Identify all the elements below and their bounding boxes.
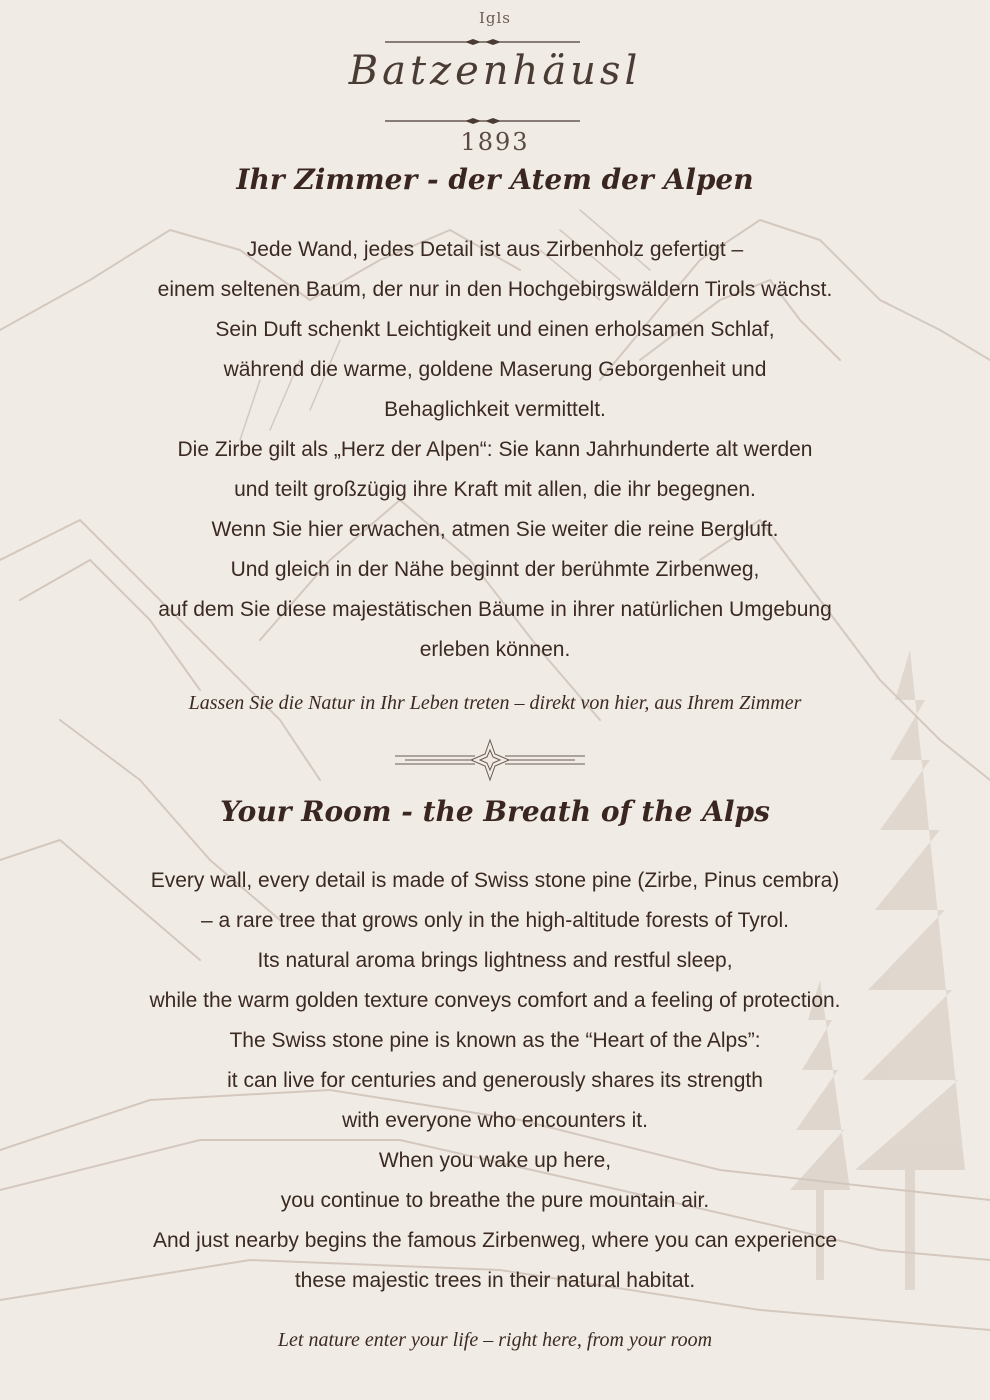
german-tagline: Lassen Sie die Natur in Ihr Leben treten – direkt von hier, aus Ihrem Zimmer [188,692,802,714]
german-title: Ihr Zimmer - der Atem der Alpen [236,163,754,196]
logo-name: Batzenhäusl [348,48,642,94]
text-line: you continue to breathe the pure mountain air. [280,1189,710,1212]
text-line: einem seltenen Baum, der nur in den Hochgebirgswäldern Tirols wächst. [157,278,833,301]
text-line: – a rare tree that grows only in the high-altitude forests of Tyrol. [201,909,789,932]
text-line: Its natural aroma brings lightness and restful sleep, [257,949,733,972]
text-line: erleben können. [419,638,571,661]
text-line: Jede Wand, jedes Detail ist aus Zirbenholz gefertigt – [246,238,744,261]
logo-year: 1893 [460,128,530,156]
english-title: Your Room - the Breath of the Alps [220,795,770,828]
text-line: with everyone who encounters it. [342,1109,648,1132]
text-line: Und gleich in der Nähe beginnt der berühmte Zirbenweg, [230,558,760,581]
english-tagline: Let nature enter your life – right here, from your room [277,1329,713,1351]
logo-place: Igls [478,9,512,27]
ornamental-divider-icon [395,736,585,782]
text-line: And just nearby begins the famous Zirbenweg, where you can experience [152,1229,838,1252]
english-paragraph [0,861,990,1301]
text-line: auf dem Sie diese majestätischen Bäume in ihrer natürlichen Umgebung [158,598,832,621]
text-line: Every wall, every detail is made of Swiss stone pine (Zirbe, Pinus cembra) [150,869,840,892]
text-line: Behaglichkeit vermittelt. [384,398,606,421]
text-line: und teilt großzügig ihre Kraft mit allen, die ihr begegnen. [234,478,756,501]
text-line: it can live for centuries and generously shares its strength [227,1069,763,1092]
text-line: Sein Duft schenkt Leichtigkeit und einen erholsamen Schlaf, [215,318,775,341]
logo-top-rule [385,37,580,47]
german-paragraph [0,230,990,670]
text-line: Wenn Sie hier erwachen, atmen Sie weiter die reine Bergluft. [211,518,779,541]
text-line: When you wake up here, [378,1149,612,1172]
text-line: these majestic trees in their natural habitat. [294,1269,696,1292]
text-line: während die warme, goldene Maserung Geborgenheit und [223,358,767,381]
text-line: Die Zirbe gilt als „Herz der Alpen“: Sie kann Jahrhunderte alt werden [177,438,813,461]
logo-bottom-rule [385,116,580,126]
text-line: while the warm golden texture conveys comfort and a feeling of protection. [149,989,841,1012]
text-line: The Swiss stone pine is known as the “Heart of the Alps”: [229,1029,761,1052]
